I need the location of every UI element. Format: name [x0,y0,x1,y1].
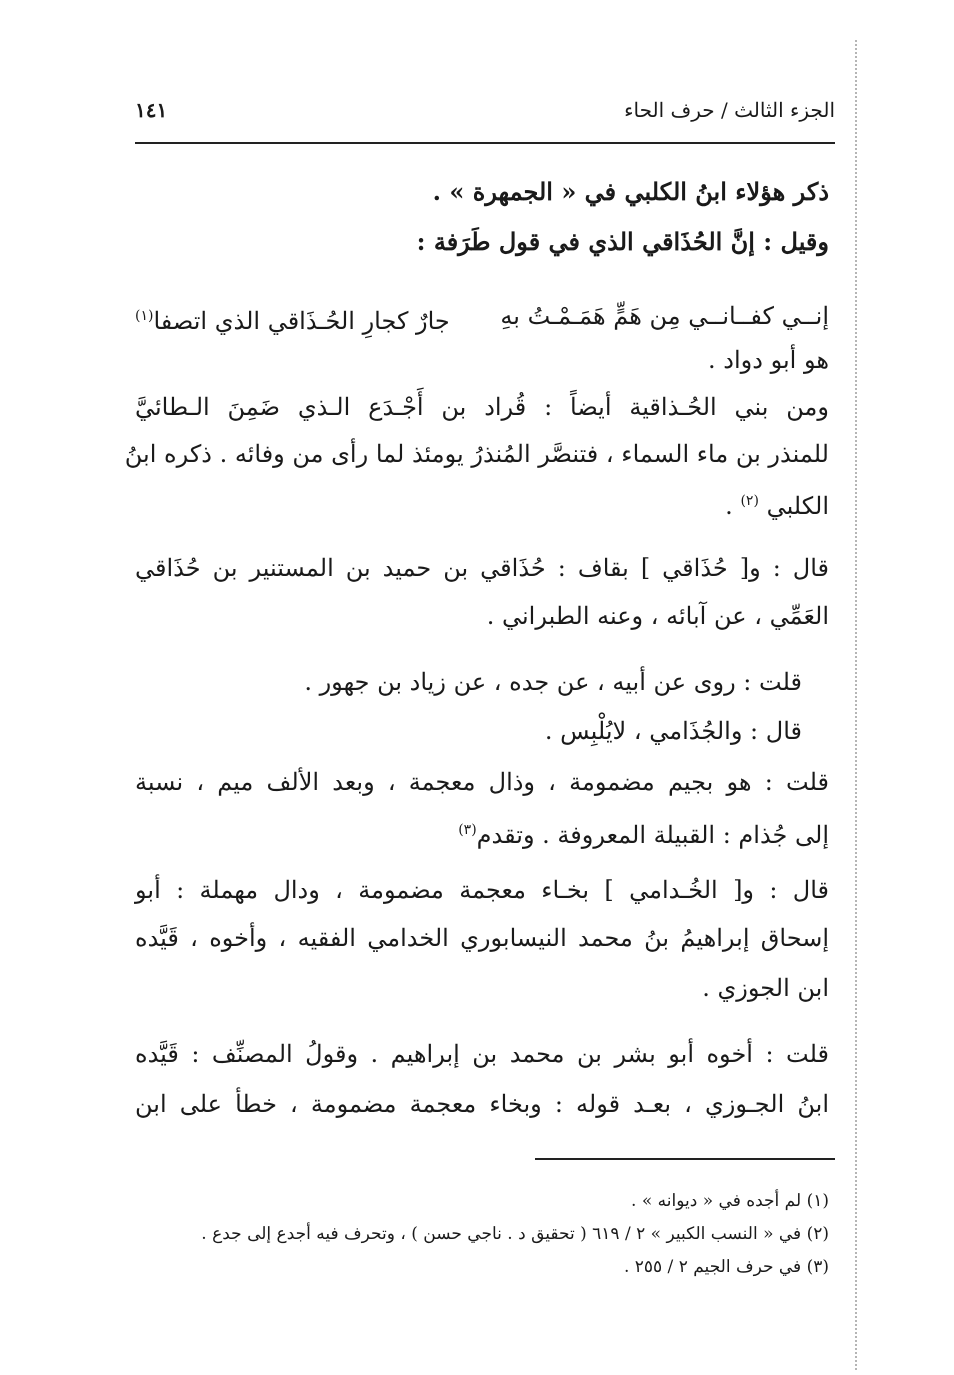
text-line: قلت : هو بجيم مضمومة ، وذال معجمة ، وبعد الألف ميم ، نسبة [135,768,829,796]
text-line: ومن بني الحُـذاقية أيضاً : قُراد بن أَجْـدَع الـذي ضَمِنَ الـطائيَّ [135,393,829,421]
text-line: قال : والجُذَامي ، لايُلْبِس . [544,717,802,745]
verse-hemistich-second: جارٌ كجارِ الحُـذَاقي الذي اتصفا$^{(١)}$ [135,307,450,335]
text-line: للمنذر بن ماء السماء ، فتنصَّر المُنذرُ يومئذ لما رأى من وفائه . ذكره ابنُ [124,440,829,468]
text-line: ابنُ الجـوزي ، بعـد قوله : وبخاء معجمة مضمومة ، خطأ على ابن [135,1090,829,1118]
footnote-ref: (٣) [458,822,477,838]
text-line: إلى جُذام : القبيلة المعروفة . وتقدم$^{(٣)}$ [458,821,829,849]
page-header [135,92,835,132]
footnote-3: (٣) في حرف الجيم ٢ / ٢٥٥ . [623,1257,829,1277]
text-line: قلت : روى عن أبيه ، عن جده ، عن زياد بن جهور . [304,668,802,696]
footnote-2: (٢) في « النسب الكبير » ٢ / ٦١٩ ( تحقيق د . ناجي حسن ) ، وتحرف فيه أجدع إلى جدع . [201,1224,829,1244]
text-line: قال : و[ حُذَاقي ] بقاف : حُذَاقي بن حميد بن المستنير بن حُذَاقي [135,554,830,582]
header-rule [135,142,835,144]
text-line: وقيل : إنَّ الحُذَاقي الذي في قول طَرَفة : [416,227,829,256]
scan-edge-dots [855,40,857,1370]
footnote-ref: (١) [135,308,154,324]
text-line: العَمِّي ، عن آبائه ، وعنه الطبراني . [486,602,829,630]
text-line: ذكر هؤلاء ابنُ الكلبي في « الجمهرة » . [432,177,829,206]
text-line: قلت : أخوه أبو بشر بن محمد بن إبراهيم . وقولُ المصنِّف : قَيَّده [135,1040,829,1068]
verse-hemistich-first: إنــي كفــانــي مِن هَمٍّ هَمَـمْـتُ بهِ [500,302,829,330]
footnote-1: (١) لم أجده في « ديوانه » . [631,1191,829,1211]
text-line: الكلبي $^{(٢)}$ . [725,492,829,520]
running-title: الجزء الثالث / حرف الحاء [624,98,835,122]
text-line: قال : و[ الخُـدامي ] بخـاء معجمة مضمومة ، ودال مهملة : أبو [135,876,829,904]
footnote-rule [535,1158,835,1160]
poetry-verse [135,296,829,336]
page-number: ١٤١ [135,98,168,122]
text-line: هو أبو دواد . [708,346,829,374]
footnote-ref: (٢) [740,493,759,509]
text-line: ابن الجوزي . [702,974,829,1002]
text-line: إسحاق إبراهيمُ بنُ محمد النيسابوري الخدامي الفقيه ، وأخوه ، قَيَّده [135,924,829,952]
